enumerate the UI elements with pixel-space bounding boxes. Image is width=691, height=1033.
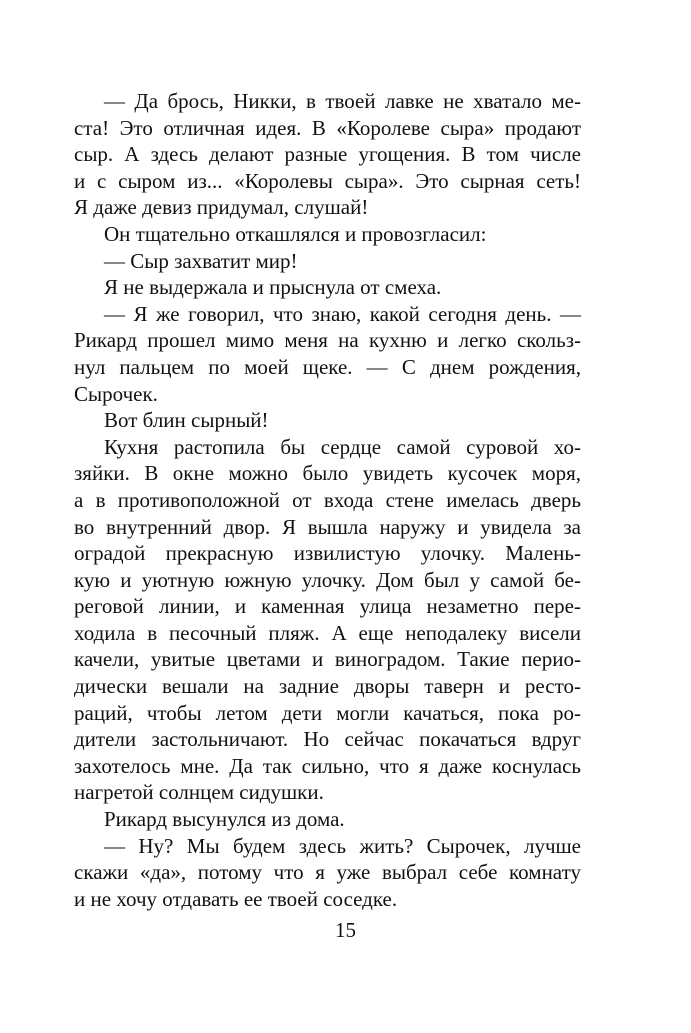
text-line: — Ну? Мы будем здесь жить? Сырочек, лучше (104, 833, 581, 858)
text-line: и не хочу отдавать ее твоей соседке. (74, 886, 398, 911)
page-number: 15 (335, 918, 356, 942)
text-line: Вот блин сырный! (104, 408, 269, 433)
text-line: оградой прекрасную извилистую улочку. Малень- (74, 541, 581, 566)
text-line: Он тщательно откашлялся и провозгласил: (104, 221, 487, 246)
text-line: а в противоположной от входа стене имелась дверь (74, 487, 581, 512)
text-line: качели, увитые цветами и виноградом. Такие перио- (74, 647, 581, 672)
text-line: во внутренний двор. Я вышла наружу и увидела за (74, 514, 581, 539)
text-line: нул пальцем по моей щеке. — С днем рождения, (74, 354, 581, 379)
text-line: Я не выдержала и прыснула от смеха. (104, 275, 442, 300)
text-line: — Я же говорил, что знаю, какой сегодня день. — (104, 301, 581, 326)
text-line: раций, чтобы летом дети могли качаться, пока ро- (74, 700, 581, 725)
text-line: кую и уютную южную улочку. Дом был у самой бе- (74, 567, 581, 592)
text-line: Сырочек. (74, 381, 158, 406)
text-line: Рикард прошел мимо меня на кухню и легко скольз- (74, 328, 581, 353)
text-line: Я даже девиз придумал, слушай! (74, 195, 369, 220)
body-text (74, 88, 581, 912)
text-line: нагретой солнцем сидушки. (74, 780, 324, 805)
text-line: дители застольничают. Но сейчас покачаться вдруг (74, 727, 581, 752)
text-line: сыр. А здесь делают разные угощения. В том числе (74, 142, 581, 167)
text-line: скажи «да», потому что я уже выбрал себе комнату (74, 860, 581, 885)
text-line: дически вешали на задние дворы таверн и ресто- (74, 674, 581, 699)
text-line: ста! Это отличная идея. В «Королеве сыра» продают (74, 115, 581, 140)
text-line: — Сыр захватит мир! (104, 248, 298, 273)
text-line: захотелось мне. Да так сильно, что я даже коснулась (74, 753, 581, 778)
text-line: Кухня растопила бы сердце самой суровой хо- (104, 434, 581, 459)
text-line: и с сыром из... «Королевы сыра». Это сырная сеть! (74, 168, 581, 193)
text-line: — Да брось, Никки, в твоей лавке не хватало ме- (104, 89, 581, 113)
text-line: реговой линии, и каменная улица незаметно пере- (74, 594, 581, 619)
text-line: ходила в песочный пляж. А еще неподалеку висели (74, 620, 581, 645)
text-line: зяйки. В окне можно было увидеть кусочек моря, (74, 461, 581, 486)
text-line: Рикард высунулся из дома. (104, 807, 345, 832)
